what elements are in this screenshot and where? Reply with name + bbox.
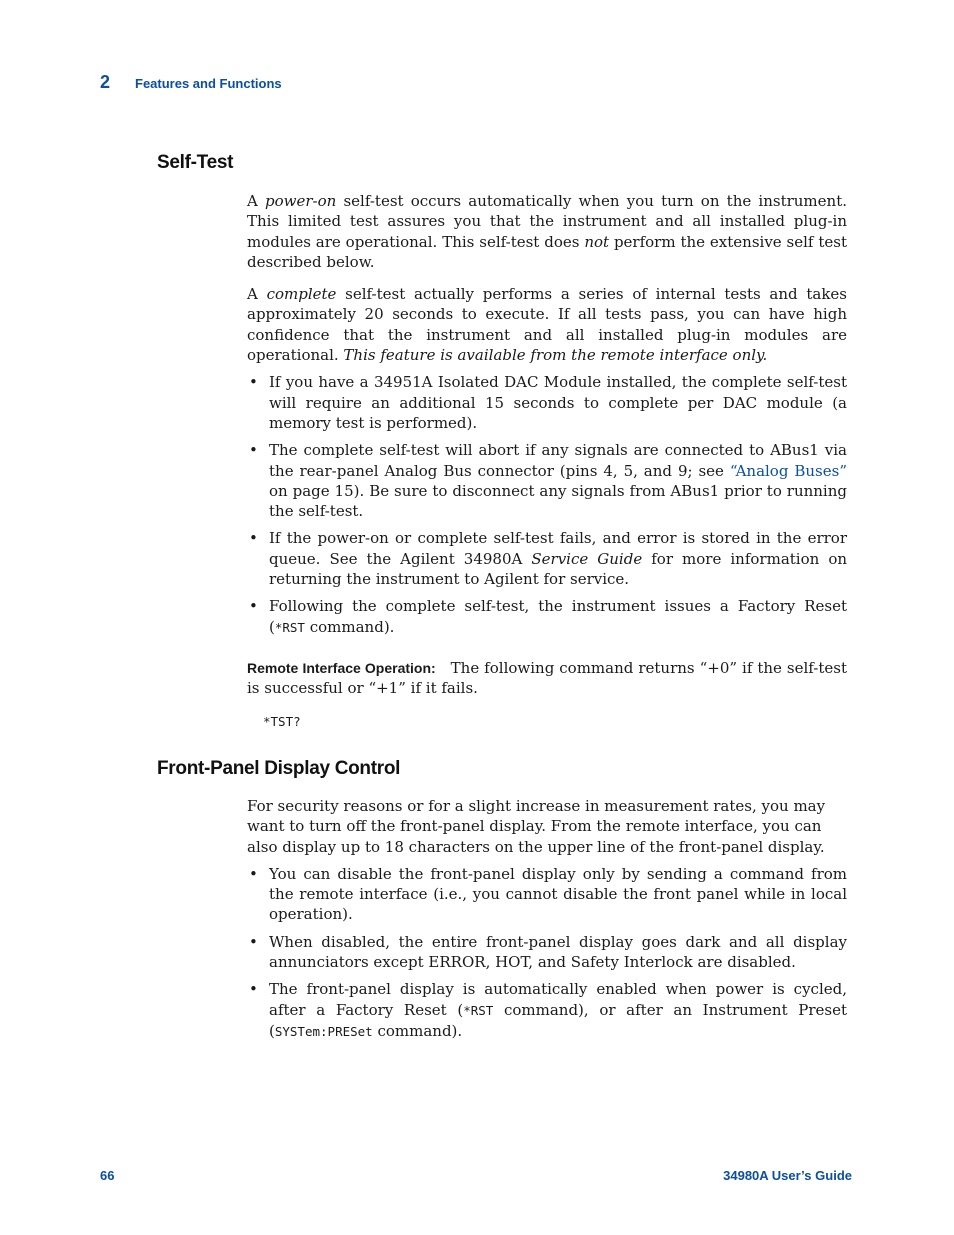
display-bullet-list: [247, 864, 847, 1042]
self-test-bullet-list: [247, 372, 847, 638]
page-number: 66: [100, 1168, 115, 1183]
list-item: [247, 440, 847, 521]
inline-code: *RST: [463, 1002, 494, 1018]
text: Following the complete self-test, the instrument issues a Factory Reset (: [269, 597, 847, 636]
list-item: [247, 979, 847, 1042]
text: perform the extensive self test described below.: [247, 232, 848, 271]
remote-interface-paragraph: [247, 658, 847, 699]
list-item: • You can disable the front-panel display only by sending a command from the remote interface (i.e., you cannot disable the front panel while in local operation).: [247, 864, 847, 925]
text: The complete self-test will abort if any signals are connected to ABus1 via the rear-panel Analog Bus connector (pins 4, 5, and 9; see: [269, 441, 847, 480]
text: The front-panel display is automatically enabled when power is cycled, after a Factory Reset (: [269, 980, 847, 1019]
text: on page 15). Be sure to disconnect any signals from ABus1 prior to running the self-test.: [269, 481, 847, 521]
text: for more information on returning the instrument to Agilent for service.: [269, 549, 848, 589]
self-test-body: [247, 191, 847, 699]
chapter-number: 2: [100, 72, 111, 92]
inline-code: *RST: [274, 619, 305, 635]
guide-title: 34980A User’s Guide: [723, 1168, 852, 1183]
text: If the power-on or complete self-test fails, and error is stored in the error queue. See the Agilent 34980A: [269, 529, 847, 568]
text: The following command returns “+0” if the self-test is successful or “+1” if it fails.: [247, 658, 847, 698]
emphasis: power-on: [265, 192, 337, 210]
text: A: [247, 285, 267, 304]
text: command), or after an Instrument Preset (: [269, 1000, 847, 1040]
paragraph-complete: [247, 284, 847, 365]
paragraph-intro: For security reasons or for a slight increase in measurement rates, you may want to turn off the front-panel display. From the remote interface, you can also display up to 18 characters on the upper line of the front-panel display.: [247, 797, 826, 856]
paragraph-power-on: [247, 191, 847, 272]
inline-code: SYSTem:PRESet: [274, 1023, 373, 1039]
section-heading-self-test: Self-Test: [157, 152, 234, 173]
list-item: • If you have a 34951A Isolated DAC Module installed, the complete self-test will require an additional 15 seconds to complete per DAC module (a memory test is performed).: [247, 372, 847, 433]
text: self-test actually performs a series of internal tests and takes approximately 20 seconds to execute. If all tests pass, you can have high confidence that the instrument and all installed plug-in modules are operational.: [247, 285, 847, 365]
command-example: *TST?: [263, 714, 301, 729]
emphasis: complete: [266, 285, 337, 304]
section-heading-display-control: Front-Panel Display Control: [157, 758, 401, 779]
chapter-title: Features and Functions: [135, 76, 282, 91]
emphasis: Service Guide: [531, 549, 643, 568]
text: command).: [372, 1021, 463, 1040]
text: A: [247, 192, 266, 210]
emphasis: This feature is available from the remote interface only.: [343, 346, 768, 365]
remote-interface-label: Remote Interface Operation:: [247, 659, 436, 676]
display-control-body: [247, 796, 847, 1042]
list-item: [247, 528, 847, 589]
text: self-test occurs automatically when you turn on the instrument. This limited test assures you that the instrument and all installed plug-in modules are operational. This self-test does: [247, 192, 847, 251]
list-item: • When disabled, the entire front-panel display goes dark and all display annunciators except ERROR, HOT, and Safety Interlock are disabled.: [247, 932, 847, 973]
emphasis: not: [584, 232, 610, 251]
list-item: [247, 596, 847, 638]
text: command).: [304, 617, 395, 636]
analog-buses-link[interactable]: “Analog Buses”: [729, 461, 847, 480]
